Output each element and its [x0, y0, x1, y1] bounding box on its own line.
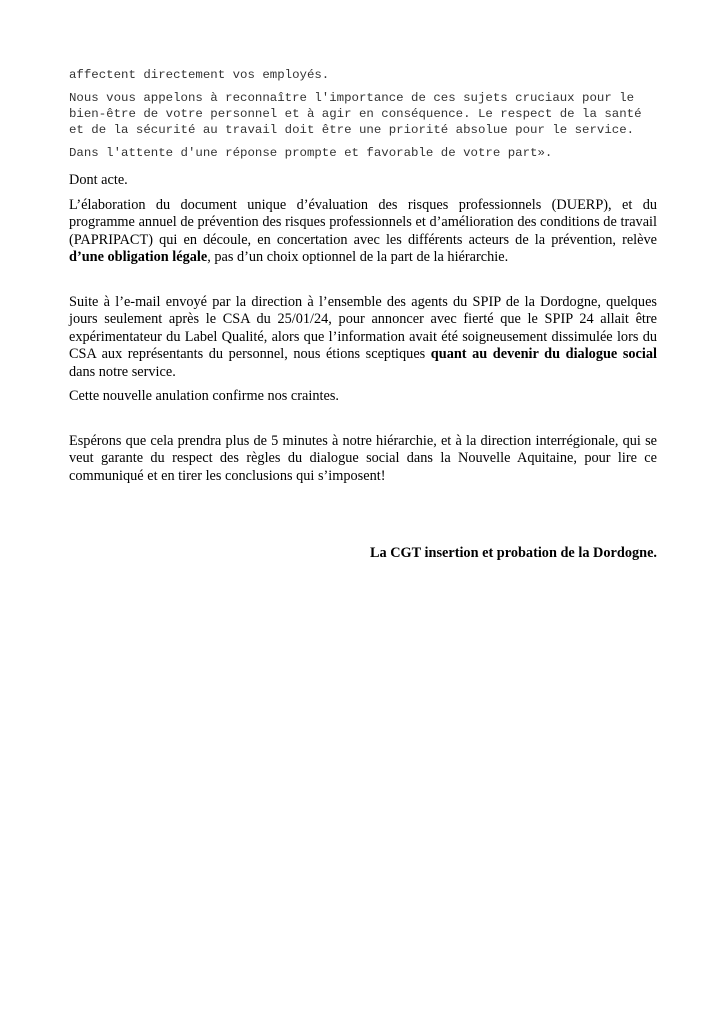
quote-paragraph-3: Dans l'attente d'une réponse prompte et favorable de votre part». [69, 146, 553, 160]
paragraph-spacer [69, 413, 657, 433]
annulation-paragraph: Cette nouvelle anulation confirme nos craintes. [69, 388, 339, 404]
signature: La CGT insertion et probation de la Dordogne. [369, 545, 657, 561]
email-emphasis: quant au devenir du dialogue social [430, 346, 657, 362]
quote-paragraph-2: Nous vous appelons à reconnaître l'importance de ces sujets cruciaux pour le bien-être de votre personnel et à agir en conséquence. Le respect de la santé et de la sécurité au travail doit être une priorité absolue pour le service. [69, 91, 642, 137]
duerp-text-start: L’élaboration du document unique d’évaluation des risques professionnels (DUERP), et du programme annuel de prévention des risques professionnels et d’amélioration des conditions de travail (PAPRIPACT) qui en découle, en concertation avec les différents acteurs de la prévention, relève [69, 196, 657, 248]
paragraph-spacer [69, 274, 657, 294]
email-text-start: Suite à l’e-mail envoyé par la direction à l’ensemble des agents du SPIP de la Dordogne, quelques jours seulement après le CSA du 25/01/24, pour annoncer avec fierté que le SPIP 24 allait être expérimentateur du Label Qualité, alors que l’information avait été soigneusement dissimulée lors du CSA aux représentants du personnel, nous étions sceptiques [69, 293, 657, 362]
email-paragraph [69, 294, 657, 382]
document-body [69, 67, 657, 563]
duerp-text-end: , pas d’un choix optionnel de la part de la hiérarchie. [207, 249, 509, 265]
dont-acte-paragraph: Dont acte. [69, 172, 128, 188]
email-text-end: dans notre service. [69, 363, 176, 380]
signature-spacer [69, 492, 657, 545]
esperons-paragraph: Espérons que cela prendra plus de 5 minutes à notre hiérarchie, et à la direction interrégionale, qui se veut garante du respect des règles du dialogue social dans la Nouvelle Aquitaine, pour lire ce communiqué et en tirer les conclusions qui s’imposent! [69, 432, 657, 484]
duerp-paragraph [69, 197, 657, 267]
duerp-emphasis: d’une obligation légale [69, 249, 208, 265]
quote-paragraph-1: affectent directement vos employés. [69, 68, 330, 82]
